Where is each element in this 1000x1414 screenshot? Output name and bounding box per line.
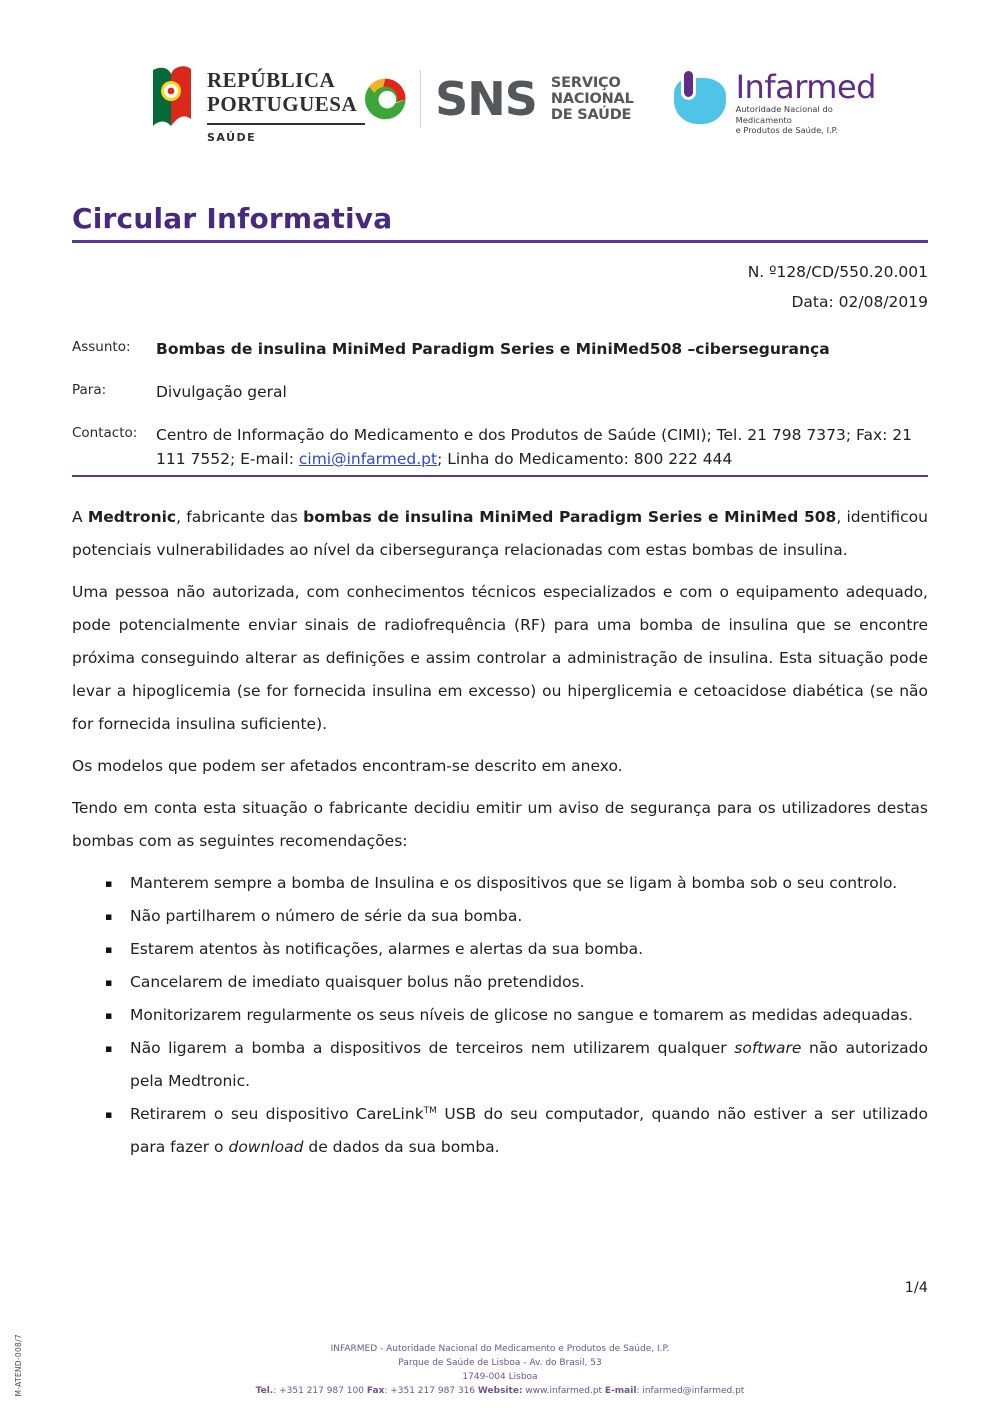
sns-logo <box>365 70 674 128</box>
portuguese-flag-icon <box>150 64 194 140</box>
contact-value: Centro de Informação do Medicamento e dos Produtos de Saúde (CIMI); Tel. 21 798 7373; Fax: 21 111 7552; E-mail: cimi@infarmed.pt; Linha do Medicamento: 800 222 444 <box>156 426 913 468</box>
document-body <box>72 501 928 1164</box>
infarmed-subtitle-line1: Autoridade Nacional do Medicamento <box>735 104 833 125</box>
reference-block <box>72 257 928 317</box>
meta-rule <box>72 475 928 477</box>
paragraph: A Medtronic, fabricante das bombas de insulina MiniMed Paradigm Series e MiniMed 508, identificou potenciais vulnerabilidades ao nível da cibersegurança relacionadas com estas bombas de insulina. <box>72 508 928 559</box>
list-item: ▪ Manterem sempre a bomba de Insulina e os dispositivos que se ligam à bomba sob o seu controlo. <box>72 867 928 900</box>
infarmed-bowl-icon <box>674 70 724 126</box>
list-item: ▪ Monitorizarem regularmente os seus níveis de glicose no sangue e tomarem as medidas adequadas. <box>72 999 928 1032</box>
republica-logo-divider <box>207 123 365 125</box>
subject-value: Bombas de insulina MiniMed Paradigm Series e MiniMed508 –cibersegurança <box>156 340 830 358</box>
header-logos <box>0 0 1000 152</box>
page-footer <box>0 1342 1000 1398</box>
sns-abbreviation: SNS <box>435 72 537 126</box>
contact-email-link[interactable]: cimi@infarmed.pt <box>298 450 438 468</box>
paragraph: Uma pessoa não autorizada, com conhecimentos técnicos especializados e com o equipamento adequado, pode potencialmente enviar sinais de radiofrequência (RF) para uma bomba de insulina que se encontre próxima conseguindo alterar as definições e assim controlar a administração de insulina. Esta situação pode levar a hipoglicemia (se for fornecida insulina em excesso) ou hiperglicemia e cetoacidose diabética (se não for fornecida insulina suficiente). <box>72 583 928 733</box>
infarmed-logo <box>674 70 880 136</box>
sns-swirl-icon <box>365 73 406 125</box>
footer-org-line: INFARMED - Autoridade Nacional do Medicamento e Produtos de Saúde, I.P. <box>330 1344 670 1354</box>
sns-logo-text <box>551 75 674 123</box>
republica-portuguesa-logo <box>150 64 365 144</box>
republica-logo-line1: REPÚBLICA <box>207 68 336 92</box>
title-rule <box>72 240 928 243</box>
contact-label: Contacto: <box>72 425 138 441</box>
infarmed-name: Infarmed <box>735 68 876 106</box>
contact-row <box>72 423 928 471</box>
republica-logo-line2: PORTUGUESA <box>207 92 358 116</box>
recipient-row <box>72 380 928 404</box>
recipient-label: Para: <box>72 382 107 398</box>
republica-logo-saude-label: SAÚDE <box>207 131 257 144</box>
list-item: ▪ Não partilharem o número de série da sua bomba. <box>72 900 928 933</box>
footer-contacts-line: Tel.: +351 217 987 100 Fax: +351 217 987 316 Website: www.infarmed.pt E-mail: infarmed@infarmed.pt <box>255 1386 745 1396</box>
subject-row <box>72 337 928 361</box>
body-paragraphs <box>72 501 928 858</box>
subject-label: Assunto: <box>72 339 131 355</box>
footer-city-line: 1749-004 Lisboa <box>462 1372 538 1382</box>
list-item: ▪ Estarem atentos às notificações, alarmes e alertas da sua bomba. <box>72 933 928 966</box>
document-date: Data: 02/08/2019 <box>791 293 928 311</box>
page-title: Circular Informativa <box>72 202 393 235</box>
list-item: ▪ Cancelarem de imediato quaisquer bolus não pretendidos. <box>72 966 928 999</box>
paragraph: Os modelos que podem ser afetados encontram-se descrito em anexo. <box>72 757 623 775</box>
form-code-vertical: M-ATEND-008/7 <box>14 1333 23 1396</box>
infarmed-logo-text <box>736 70 880 136</box>
sns-logo-line2: DE SAÚDE <box>550 107 632 123</box>
republica-logo-text <box>207 64 365 144</box>
paragraph: Tendo em conta esta situação o fabricante decidiu emitir um aviso de segurança para os utilizadores destas bombas com as seguintes recomendações: <box>72 799 928 850</box>
page-number: 1/4 <box>904 1280 928 1296</box>
infarmed-subtitle-line2: e Produtos de Saúde, I.P. <box>735 125 839 135</box>
sns-logo-line1: SERVIÇO NACIONAL <box>550 75 634 107</box>
recommendations-list <box>72 867 928 1164</box>
reference-number: N. º128/CD/550.20.001 <box>747 263 928 281</box>
recipient-value: Divulgação geral <box>156 383 287 401</box>
footer-address-line: Parque de Saúde de Lisboa - Av. do Brasil, 53 <box>398 1358 602 1368</box>
sns-logo-divider <box>420 70 422 128</box>
infarmed-pill-shape <box>681 68 696 100</box>
list-item: ▪ Não ligarem a bomba a dispositivos de terceiros nem utilizarem qualquer software não autorizado pela Medtronic. <box>72 1032 928 1098</box>
document-content <box>0 202 1000 1164</box>
meta-section <box>72 337 928 471</box>
list-item: ▪ Retirarem o seu dispositivo CareLink™ USB do seu computador, quando não estiver a ser utilizado para fazer o download de dados da sua bomba. <box>72 1098 928 1164</box>
